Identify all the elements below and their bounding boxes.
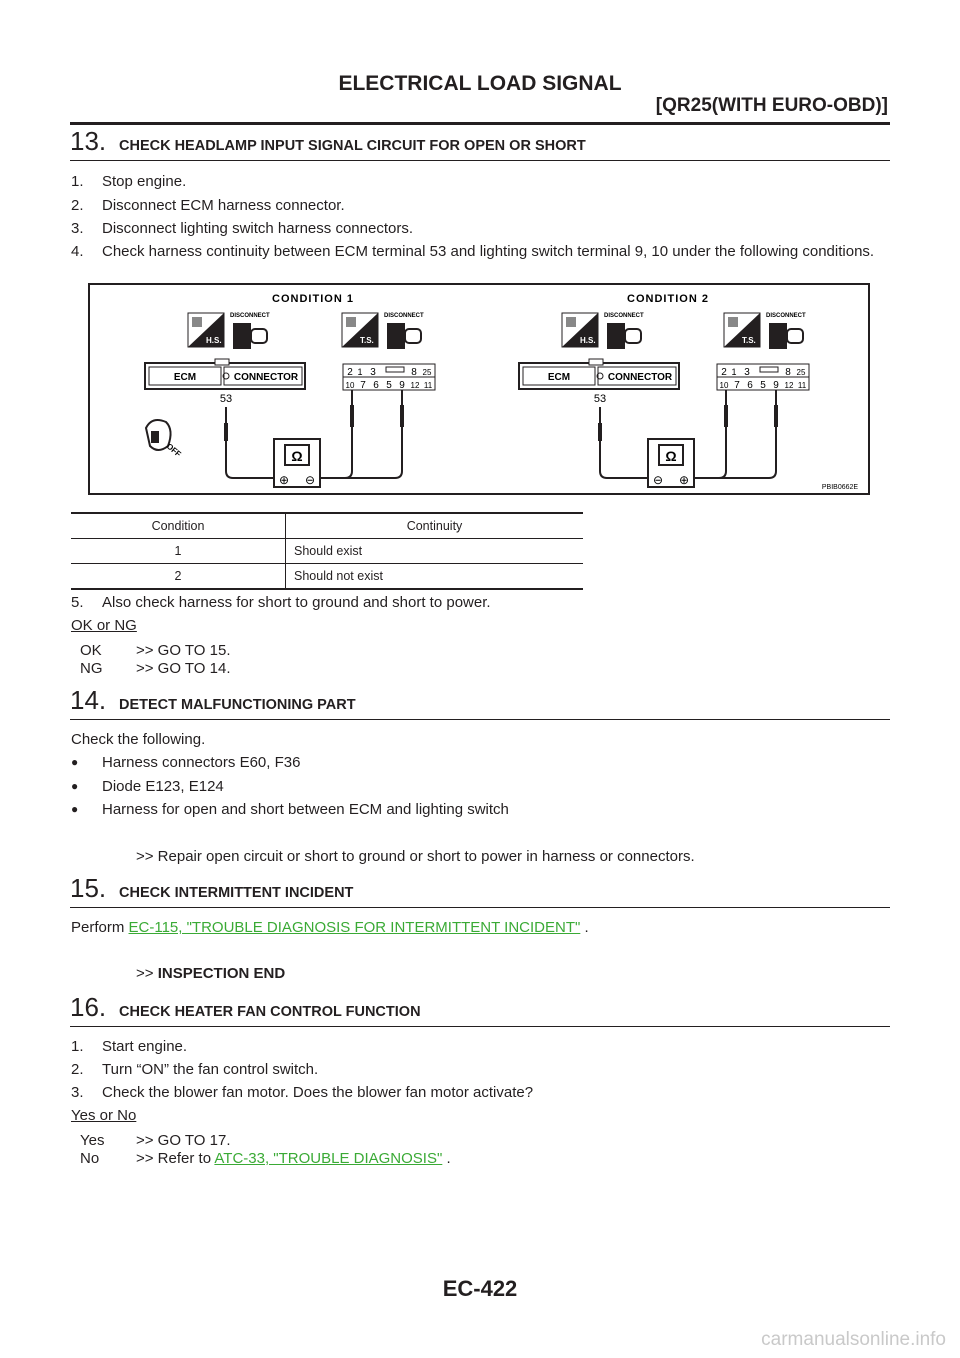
item-number: 3. [71, 220, 84, 237]
svg-text:9: 9 [773, 380, 779, 391]
item-text: Disconnect ECM harness connector. [102, 197, 345, 214]
svg-text:Ω: Ω [665, 448, 677, 464]
result-line [136, 1149, 451, 1168]
svg-text:25: 25 [796, 368, 806, 377]
table-cell: 2 [71, 564, 286, 590]
item-number: 3. [71, 1084, 84, 1101]
table-header: Condition [71, 513, 286, 539]
svg-text:⊖: ⊖ [304, 473, 316, 487]
svg-text:⊖: ⊖ [652, 473, 664, 487]
reference-link[interactable]: EC-115, "TROUBLE DIAGNOSIS FOR INTERMITTENT INCIDENT" [128, 919, 581, 936]
svg-text:CONNECTOR: CONNECTOR [607, 372, 673, 383]
bullet-icon: ● [71, 802, 79, 816]
item-number: 2. [71, 197, 84, 214]
result-key: NG [80, 660, 103, 677]
svg-text:7: 7 [734, 380, 740, 391]
hs-disconnect-icon [188, 313, 224, 347]
header-rule [70, 122, 890, 125]
table-cell: Should not exist [286, 564, 584, 590]
hs-disconnect-icon [562, 313, 598, 347]
svg-text:⊕: ⊕ [278, 473, 290, 487]
svg-text:9: 9 [399, 380, 405, 391]
disconnect-label: DISCONNECT [384, 313, 424, 319]
svg-text:H.S.: H.S. [206, 336, 222, 345]
perform-text: Perform [71, 919, 125, 936]
svg-text:1: 1 [731, 367, 737, 377]
step-title: DETECT MALFUNCTIONING PART [119, 697, 356, 713]
item-text: Diode E123, E124 [102, 778, 224, 795]
step-title: CHECK HEADLAMP INPUT SIGNAL CIRCUIT FOR OPEN OR SHORT [119, 138, 586, 154]
disconnect-label: DISCONNECT [230, 313, 270, 319]
item-text: Turn “ON” the fan control switch. [102, 1061, 319, 1078]
item-text: Check harness continuity between ECM terminal 53 and lighting switch terminal 9, 10 under the following conditions. [102, 243, 875, 260]
ecm-connector [145, 359, 305, 389]
table-row [71, 564, 583, 590]
step-13-heading [70, 128, 890, 161]
svg-text:6: 6 [747, 380, 753, 391]
result-action: >> GO TO 15. [136, 642, 231, 659]
result-key: Yes [80, 1132, 105, 1149]
bullet-icon: ● [71, 779, 79, 793]
perform-line [71, 918, 589, 937]
svg-text:5: 5 [386, 380, 392, 391]
result-prefix: >> [136, 965, 154, 982]
item-text: Check the blower fan motor. Does the blower fan motor activate? [102, 1084, 534, 1101]
continuity-table [71, 512, 583, 590]
continuity-check-figure [88, 283, 870, 495]
ecm-connector [519, 359, 679, 389]
condition-1-label: CONDITION 1 [272, 293, 354, 305]
disconnect-label: DISCONNECT [766, 313, 806, 319]
svg-text:Ω: Ω [291, 448, 303, 464]
item-number: 1. [71, 1038, 84, 1055]
svg-text:10: 10 [719, 381, 729, 390]
ok-ng-label: OK or NG [71, 617, 137, 634]
bullet-icon: ● [71, 755, 79, 769]
condition-2-label: CONDITION 2 [627, 293, 709, 305]
step-number: 15. [70, 873, 107, 903]
item-text: Disconnect lighting switch harness connectors. [102, 220, 413, 237]
result-action: >> Refer to [136, 1150, 212, 1167]
svg-text:2: 2 [347, 367, 353, 378]
svg-text:ECM: ECM [173, 372, 197, 383]
result-action: >> Repair open circuit or short to ground or short to power in harness or connectors. [136, 848, 695, 865]
step-title: CHECK INTERMITTENT INCIDENT [119, 885, 354, 901]
svg-text:8: 8 [411, 367, 417, 378]
svg-text:ECM: ECM [547, 372, 571, 383]
svg-text:⊕: ⊕ [678, 473, 690, 487]
result-key: OK [80, 642, 102, 659]
step-number: 16. [70, 992, 107, 1022]
item-text: Stop engine. [102, 173, 187, 190]
disconnect-label: DISCONNECT [604, 313, 644, 319]
svg-text:OFF: OFF [164, 441, 183, 459]
table-row [71, 539, 583, 564]
item-number: 1. [71, 173, 84, 190]
table-cell: Should exist [286, 539, 584, 564]
svg-text:CONNECTOR: CONNECTOR [233, 372, 299, 383]
yes-no-label: Yes or No [71, 1107, 137, 1124]
item-text: Start engine. [102, 1038, 188, 1055]
figure-id: PBIB0662E [821, 484, 859, 491]
ohmmeter-icon [274, 439, 320, 487]
ts-disconnect-icon [342, 313, 378, 347]
table-cell: 1 [71, 539, 286, 564]
terminal-label: 53 [219, 393, 233, 405]
result-action: >> GO TO 17. [136, 1132, 231, 1149]
svg-text:11: 11 [423, 381, 433, 390]
item-number: 5. [71, 594, 84, 611]
step-14-heading [70, 687, 890, 720]
svg-text:T.S.: T.S. [742, 336, 756, 345]
period-text: . [446, 1150, 451, 1167]
terminal-label: 53 [593, 393, 607, 405]
ohmmeter-icon [648, 439, 694, 487]
lighting-switch-connector [717, 364, 809, 391]
step-title: CHECK HEATER FAN CONTROL FUNCTION [119, 1004, 421, 1020]
result-key: No [80, 1150, 100, 1167]
step-intro: Check the following. [71, 731, 206, 748]
item-number: 2. [71, 1061, 84, 1078]
ts-disconnect-icon [724, 313, 760, 347]
reference-link[interactable]: ATC-33, "TROUBLE DIAGNOSIS" [214, 1150, 443, 1167]
page-number: EC-422 [442, 1276, 518, 1301]
svg-text:12: 12 [410, 381, 420, 390]
item-number: 4. [71, 243, 84, 260]
svg-text:6: 6 [373, 380, 379, 391]
svg-text:2: 2 [721, 367, 727, 378]
result-action: >> GO TO 14. [136, 660, 231, 677]
svg-text:3: 3 [744, 367, 750, 378]
step-15-heading [70, 875, 890, 908]
result-action: INSPECTION END [157, 965, 286, 982]
svg-text:H.S.: H.S. [580, 336, 596, 345]
svg-text:25: 25 [422, 368, 432, 377]
step-number: 14. [70, 685, 107, 715]
svg-text:10: 10 [345, 381, 355, 390]
svg-text:3: 3 [370, 367, 376, 378]
svg-text:1: 1 [357, 367, 363, 377]
lighting-switch-connector [343, 364, 435, 391]
svg-text:7: 7 [360, 380, 366, 391]
engine-subtitle: [QR25(WITH EURO-OBD)] [655, 95, 888, 116]
section-title: ELECTRICAL LOAD SIGNAL [338, 72, 622, 95]
svg-text:12: 12 [784, 381, 794, 390]
item-text: Also check harness for short to ground and short to power. [102, 594, 491, 611]
table-header: Continuity [286, 513, 584, 539]
step-number: 13. [70, 126, 107, 156]
item-text: Harness for open and short between ECM and lighting switch [102, 801, 509, 818]
svg-text:11: 11 [797, 381, 807, 390]
period-text: . [584, 919, 589, 936]
svg-text:5: 5 [760, 380, 766, 391]
svg-text:T.S.: T.S. [360, 336, 374, 345]
table-header-row [71, 513, 583, 539]
svg-text:8: 8 [785, 367, 791, 378]
step-16-heading [70, 994, 890, 1027]
item-text: Harness connectors E60, F36 [102, 754, 301, 771]
watermark: carmanualsonline.info [761, 1329, 946, 1350]
result-line [136, 964, 285, 983]
